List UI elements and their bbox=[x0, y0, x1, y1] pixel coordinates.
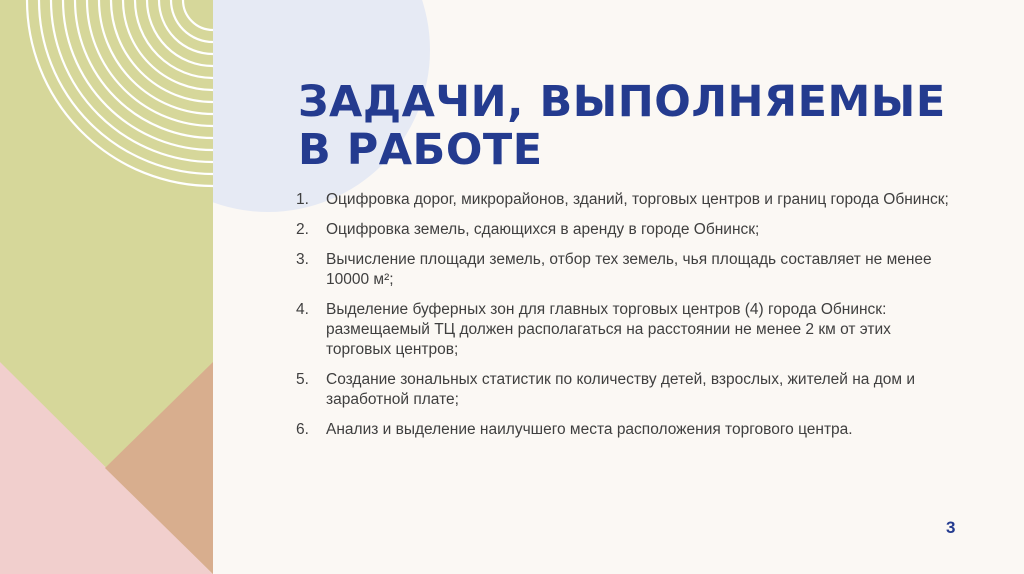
item-number: 6. bbox=[296, 421, 309, 438]
list-item bbox=[296, 220, 956, 240]
list-item bbox=[296, 420, 956, 440]
item-number: 1. bbox=[296, 191, 309, 208]
item-text: Выделение буферных зон для главных торговых центров (4) города Обнинск: размещаемый ТЦ должен располагаться на расстоянии не менее 2 км от этих торговых центров; bbox=[326, 301, 891, 358]
task-list bbox=[296, 190, 956, 450]
item-text: Создание зональных статистик по количеству детей, взрослых, жителей на дом и заработной плате; bbox=[326, 371, 916, 408]
list-item bbox=[296, 370, 956, 410]
slide-title: ЗАДАЧИ, ВЫПОЛНЯЕМЫЕ В РАБОТЕ bbox=[298, 77, 946, 175]
item-text: Анализ и выделение наилучшего места расположения торгового центра. bbox=[326, 421, 853, 438]
item-number: 5. bbox=[296, 371, 309, 388]
list-item bbox=[296, 250, 956, 290]
list-item bbox=[296, 190, 956, 210]
list-item bbox=[296, 300, 956, 360]
item-number: 2. bbox=[296, 221, 309, 238]
item-number: 4. bbox=[296, 301, 309, 318]
item-text: Вычисление площади земель, отбор тех земель, чья площадь составляет не менее 10000 м²; bbox=[326, 251, 932, 288]
item-text: Оцифровка дорог, микрорайонов, зданий, торговых центров и границ города Обнинск; bbox=[326, 191, 949, 208]
page-number: 3 bbox=[946, 518, 956, 537]
item-text: Оцифровка земель, сдающихся в аренду в городе Обнинск; bbox=[326, 221, 760, 238]
item-number: 3. bbox=[296, 251, 309, 268]
